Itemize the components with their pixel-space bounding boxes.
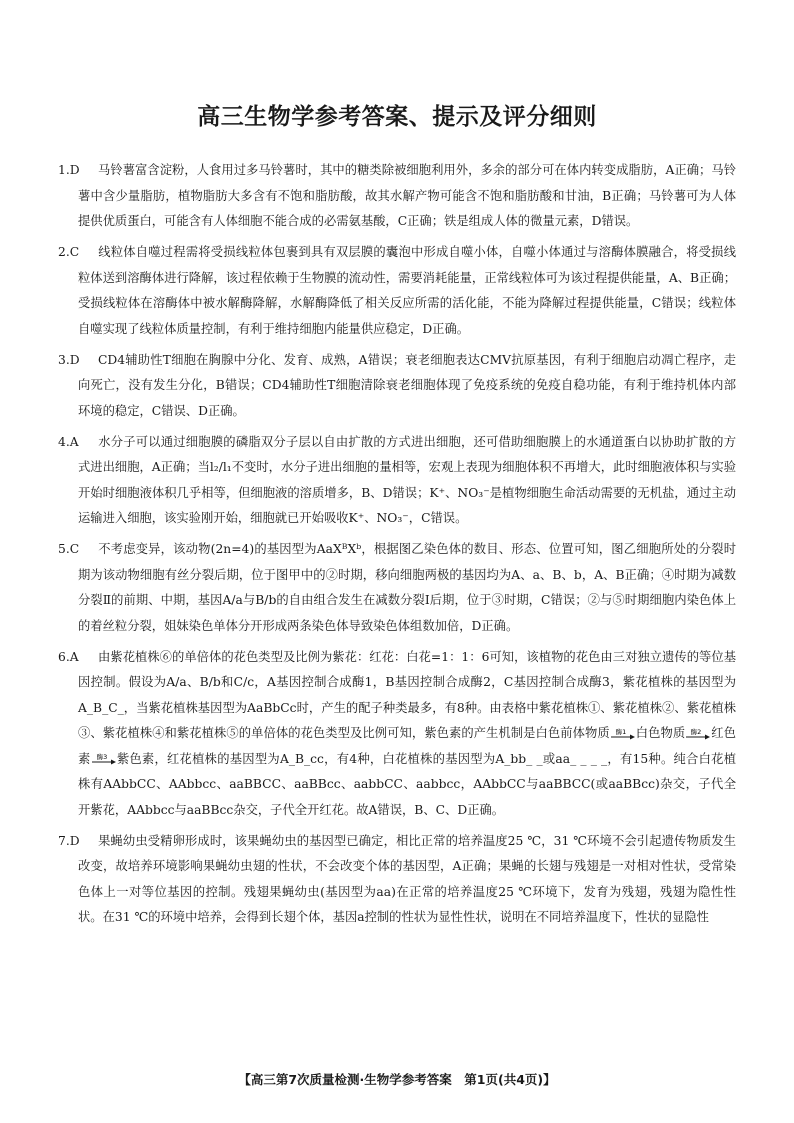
- answer-text: 马铃薯富含淀粉，人食用过多马铃薯时，其中的糖类除被细胞利用外，多余的部分可在体内转变成脂肪，A正确；马铃薯中含少量脂肪，植物脂肪大多含有不饱和脂肪酸，故其水解产物可能含不饱和脂肪酸和甘油，B正确；马铃薯可为人体提供优质蛋白，可能含有人体细胞不能合成的必需氨基酸，C正确；铁是组成人体的微量元素，D错误。: [78, 163, 736, 228]
- enzyme-label-3: 酶3: [96, 753, 107, 761]
- answer-item-7: [58, 829, 736, 931]
- answer-number: 1.D: [58, 163, 80, 177]
- answer-text: 线粒体自噬过程需将受损线粒体包裹到具有双层膜的囊泡中形成自噬小体，自噬小体通过与溶酶体膜融合，将受损线粒体送到溶酶体进行降解，该过程依赖于生物膜的流动性，需要消耗能量，正常线粒体可为该过程提供能量，A、B正确；受损线粒体在溶酶体中被水解酶降解，水解酶降低了相关反应所需的活化能，不能为降解过程提供能量，C错误；线粒体自噬实现了线粒体质量控制，有利于维持细胞内能量供应稳定，D正确。: [78, 245, 736, 336]
- enzyme-arrow-3: [91, 753, 117, 765]
- answer-item-1: [58, 158, 736, 235]
- answer-text: 由紫花植株⑥的单倍体的花色类型及比例为紫花：红花：白花=1：1：6可知，该植物的花色由三对独立遗传的等位基因控制。假设为A/a、B/b和C/c，A基因控制合成酶1，B基因控制合成酶2，C基因控制合成酶3，紫花植株的基因型为A_B_C_，当紫花植株基因型为AaBbCc时，产生的配子种类最多，有8种。由表格中紫花植株①、紫花植株②、紫花植株③、紫花植株④和紫花植株⑤的单倍体的花色类型及比例可知，紫色素的产生机制是白色前体物质: [78, 649, 736, 740]
- answer-list: [58, 158, 736, 936]
- answer-item-6: [58, 645, 736, 824]
- answer-number: 3.D: [58, 352, 80, 367]
- answer-item-4: [58, 430, 736, 532]
- answer-item-5: [58, 537, 736, 639]
- page-title: 高三生物学参考答案、提示及评分细则: [197, 104, 597, 130]
- answer-text-c: 红色素: [78, 726, 736, 766]
- answer-number: 6.A: [58, 649, 79, 664]
- page-footer: 【高三第7次质量检测·生物学参考答案 第1页(共4页)】: [238, 1072, 556, 1087]
- answer-text: 水分子可以通过细胞膜的磷脂双分子层以自由扩散的方式进出细胞，还可借助细胞膜上的水通道蛋白以协助扩散的方式进出细胞，A正确；当l₂/l₁不变时，水分子进出细胞的量相等，宏观上表现为细胞体积不再增大，此时细胞液体积与实验开始时细胞液体积几乎相等，但细胞液的溶质增多，B、D错误；K⁺、NO₃⁻是植物细胞生命活动需要的无机盐，通过主动运输进入细胞，该实验刚开始，细胞就已开始吸收K⁺、NO₃⁻，C错误。: [78, 434, 736, 525]
- answer-text-d: 紫色素，红花植株的基因型为A_B_cc，有4种，白花植株的基因型为A_bb_ _或aa_ _ _ _，有15种。纯合白花植株有AAbbCC、AAbbcc、aaBBCC、aaBBcc、aabbCC、aabbcc，AAbbCC与aaBBCC(或aaBBcc)杂交，子代全开紫花，AAbbcc与aaBBcc杂交，子代全开红花。故A错误，B、C、D正确。: [78, 751, 736, 817]
- answer-text: 果蝇幼虫受精卵形成时，该果蝇幼虫的基因型已确定，相比正常的培养温度25 ℃，31 ℃环境不会引起遗传物质发生改变，故培养环境影响果蝇幼虫翅的性状，不会改变个体的基因型，A正确；果蝇的长翅与残翅是一对相对性状，受常染色体上一对等位基因的控制。残翅果蝇幼虫(基因型为aa)在正常的培养温度25 ℃环境下，发育为残翅，残翅为隐性性状。在31 ℃的环境中培养，会得到长翅个体，基因a控制的性状为显性性状，说明在不同培养温度下，性状的显隐性: [78, 833, 736, 924]
- enzyme-arrow-2: [685, 728, 711, 740]
- enzyme-arrow-1: [610, 728, 636, 740]
- answer-number: 2.C: [58, 245, 80, 259]
- enzyme-label-2: 酶2: [690, 727, 702, 736]
- answer-item-2: [58, 240, 736, 342]
- enzyme-label-1: 酶1: [615, 727, 627, 736]
- answer-item-3: [58, 348, 736, 425]
- answer-text: CD4辅助性T细胞在胸腺中分化、发育、成熟，A错误；衰老细胞表达CMV抗原基因，有利于细胞启动凋亡程序，走向死亡，没有发生分化，B错误；CD4辅助性T细胞清除衰老细胞体现了免疫系统的免疫自稳功能，有利于维持机体内部环境的稳定，C错误、D正确。: [78, 352, 736, 418]
- answer-number: 4.A: [58, 434, 79, 449]
- answer-number: 5.C: [58, 542, 80, 556]
- answer-text: 不考虑变异，该动物(2n=4)的基因型为AaXᴮXᵇ，根据图乙染色体的数目、形态、位置可知，图乙细胞所处的分裂时期为该动物细胞有丝分裂后期，位于图甲中的②时期，移向细胞两极的基因均为A、a、B、b，A、B正确；④时期为减数分裂Ⅱ的前期、中期，基因A/a与B/b的自由组合发生在减数分裂Ⅰ后期，位于③时期，C错误；②与⑤时期细胞内染色体上的着丝粒分裂，姐妹染色单体分开形成两条染色体导致染色体组数加倍，D正确。: [78, 542, 736, 633]
- answer-number: 7.D: [58, 833, 80, 848]
- answer-text-b: 白色物质: [635, 726, 686, 740]
